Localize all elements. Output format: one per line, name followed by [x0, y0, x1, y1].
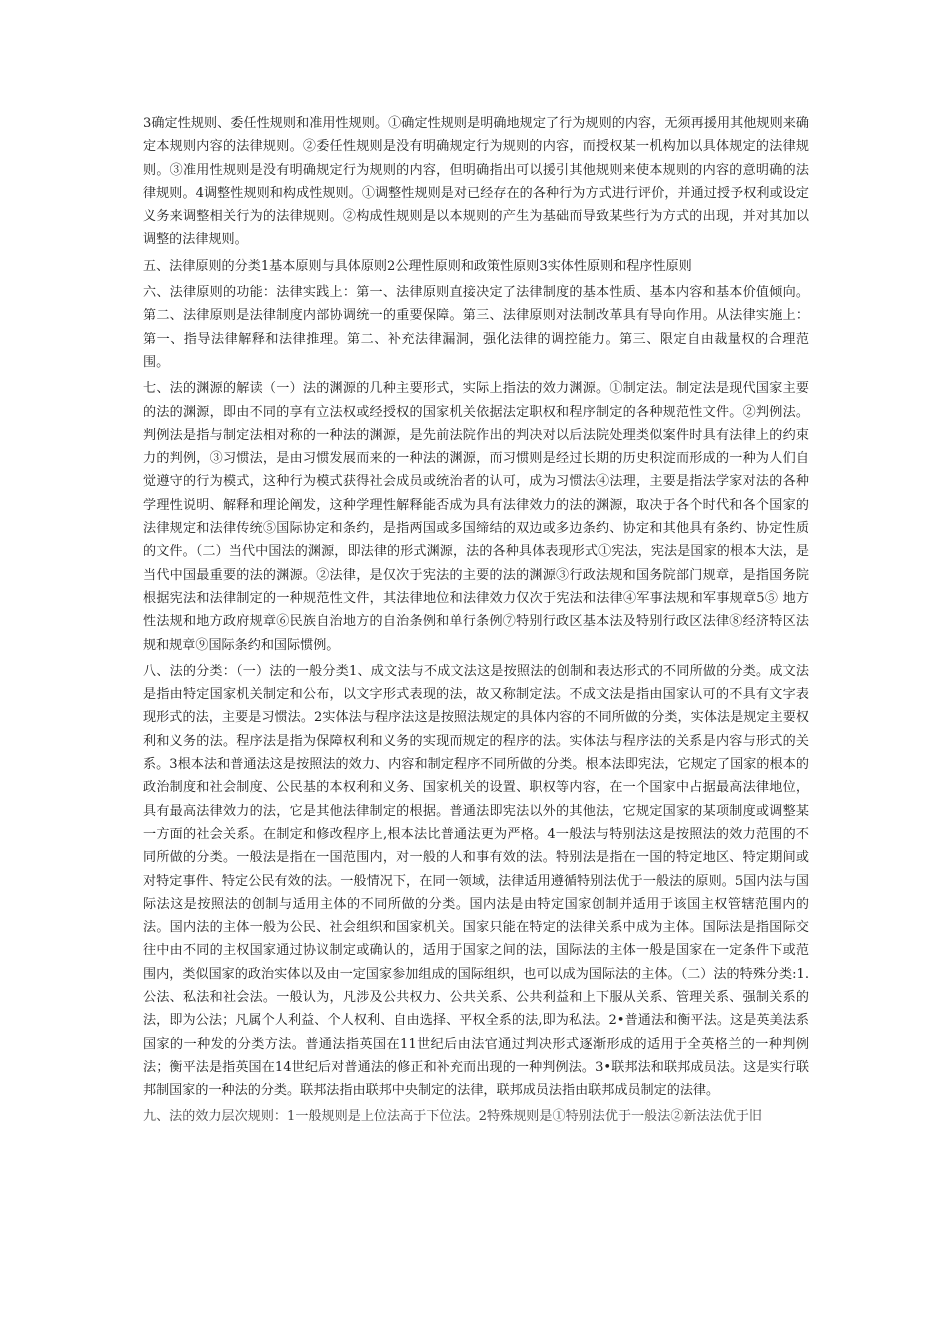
paragraph-principle-functions: 六、法律原则的功能：法律实践上：第一、法律原则直接决定了法律制度的基本性质、基本内容和基本价值倾向。第二、法律原则是法律制度内部协调统一的重要保障。第三、法律原则对法制改革具有导向作用。从法律实施上：第一、指导法律解释和法律推理。第二、补充法律漏洞，强化法律的调控能力。第三、限定自由裁量权的合理范围。: [143, 285, 809, 370]
paragraph-law-classification: 八、法的分类：（一）法的一般分类1、成文法与不成文法这是按照法的创制和表达形式的不同所做的分类。成文法是指由特定国家机关制定和公布，以文字形式表现的法，故又称制定法。不成文法是指由国家认可的不具有文字表现形式的法，主要是习惯法。2实体法与程序法这是按照法规定的具体内容的不同所做的分类，实体法是规定主要权利和义务的法。程序法是指为保障权利和义务的实现而规定的程序的法。实体法与程序法的关系是内容与形式的关系。3根本法和普通法这是按照法的效力、内容和制定程序不同所做的分类。根本法即宪法，它规定了国家的根本的政治制度和社会制度、公民基的本权利和义务、国家机关的设置、职权等内容，在一个国家中占据最高法律地位，具有最高法律效力的法，它是其他法律制定的根据。普通法即宪法以外的其他法，它规定国家的某项制度或调整某一方面的社会关系。在制定和修改程序上,根本法比普通法更为严格。4一般法与特别法这是按照法的效力范围的不同所做的分类。一般法是指在一国范围内，对一般的人和事有效的法。特别法是指在一国的特定地区、特定期间或对特定事件、特定公民有效的法。一般情况下，在同一领域，法律适用遵循特别法优于一般法的原则。5国内法与国际法这是按照法的创制与适用主体的不同所做的分类。国内法是由特定国家创制并适用于该国主权管辖范围内的法。国内法的主体一般为公民、社会组织和国家机关。国家只能在特定的法律关系中成为主体。国际法是指国际交往中由不同的主权国家通过协议制定或确认的，适用于国家之间的法，国际法的主体一般是国家在一定条件下或范围内，类似国家的政治实体以及由一定国家参加组成的国际组织，也可以成为国际法的主体。（二）法的特殊分类:1.公法、私法和社会法。一般认为，凡涉及公共权力、公共关系、公共利益和上下服从关系、管理关系、强制关系的法，即为公法；凡属个人利益、个人权利、自由选择、平权全系的法,即为私法。2•普通法和衡平法。这是英美法系国家的一种发的分类方法。普通法指英国在11世纪后由法官通过判决形式逐渐形成的适用于全英格兰的一种判例法；衡平法是指英国在14世纪后对普通法的修正和补充而出现的一种判例法。3•联邦法和联邦成员法。这是实行联邦制国家的一种法的分类。联邦法指由联邦中央制定的法律，联邦成员法指由联邦成员制定的法律。: [143, 663, 809, 1099]
paragraph-sources-of-law: 七、法的渊源的解读（一）法的渊源的几种主要形式，实际上指法的效力渊源。①制定法。制定法是现代国家主要的法的渊源，即由不同的享有立法权或经授权的国家机关依据法定职权和程序制定的各种规范性文件。②判例法。判例法是指与制定法相对称的一种法的渊源，是先前法院作出的判决对以后法院处理类似案件时具有法律上的约束力的判例，③习惯法，是由习惯发展而来的一种法的渊源，而习惯则是经过长期的历史积淀而形成的一种为人们自觉遵守的行为模式，这种行为模式获得社会成员或统治者的认可，成为习惯法④法理，主要是指法学家对法的各种学理性说明、解释和理论阐发，这种学理性解释能否成为具有法律效力的法的渊源，取决于各个时代和各个国家的法律规定和法律传统⑤国际协定和条约，是指两国或多国缔结的双边或多边条约、协定和其他具有条约、协定性质的文件。（二）当代中国法的渊源，即法律的形式渊源，法的各种具体表现形式①宪法，宪法是国家的根本大法，是当代中国最重要的法的渊源。②法律，是仅次于宪法的主要的法的渊源③行政法规和国务院部门规章，是指国务院根据宪法和法律制定的一种规范性文件，其法律地位和法律效力仅次于宪法和法律④军事法规和军事规章5⑤ 地方性法规和地方政府规章⑥民族自治地方的自治条例和单行条例⑦特别行政区基本法及特别行政区法律⑧经济特区法规和规章⑨国际条约和国际惯例。: [143, 381, 809, 653]
paragraph-validity-hierarchy: 九、法的效力层次规则：1一般规则是上位法高于下位法。2特殊规则是①特别法优于一般法②新法法优于旧: [143, 1109, 762, 1125]
paragraph-rule-types: 3确定性规则、委任性规则和准用性规则。①确定性规则是明确地规定了行为规则的内容，无须再援用其他规则来确定本规则内容的法律规则。②委任性规则是没有明确规定行为规则的内容，而授权某一机构加以具体规定的法律规则。③准用性规则是没有明确规定行为规则的内容，但明确指出可以援引其他规则来使本规则的内容的意明确的法律规则。4调整性规则和构成性规则。①调整性规则是对已经存在的各种行为方式进行评价，并通过授予权利或设定义务来调整相关行为的法律规则。②构成性规则是以本规则的产生为基础而导致某些行为方式的出现，并对其加以调整的法律规则。: [143, 116, 809, 248]
paragraph-principle-classification: 五、法律原则的分类1基本原则与具体原则2公理性原则和政策性原则3实体性原则和程序性原则: [143, 258, 692, 274]
document-body: [143, 112, 809, 1132]
